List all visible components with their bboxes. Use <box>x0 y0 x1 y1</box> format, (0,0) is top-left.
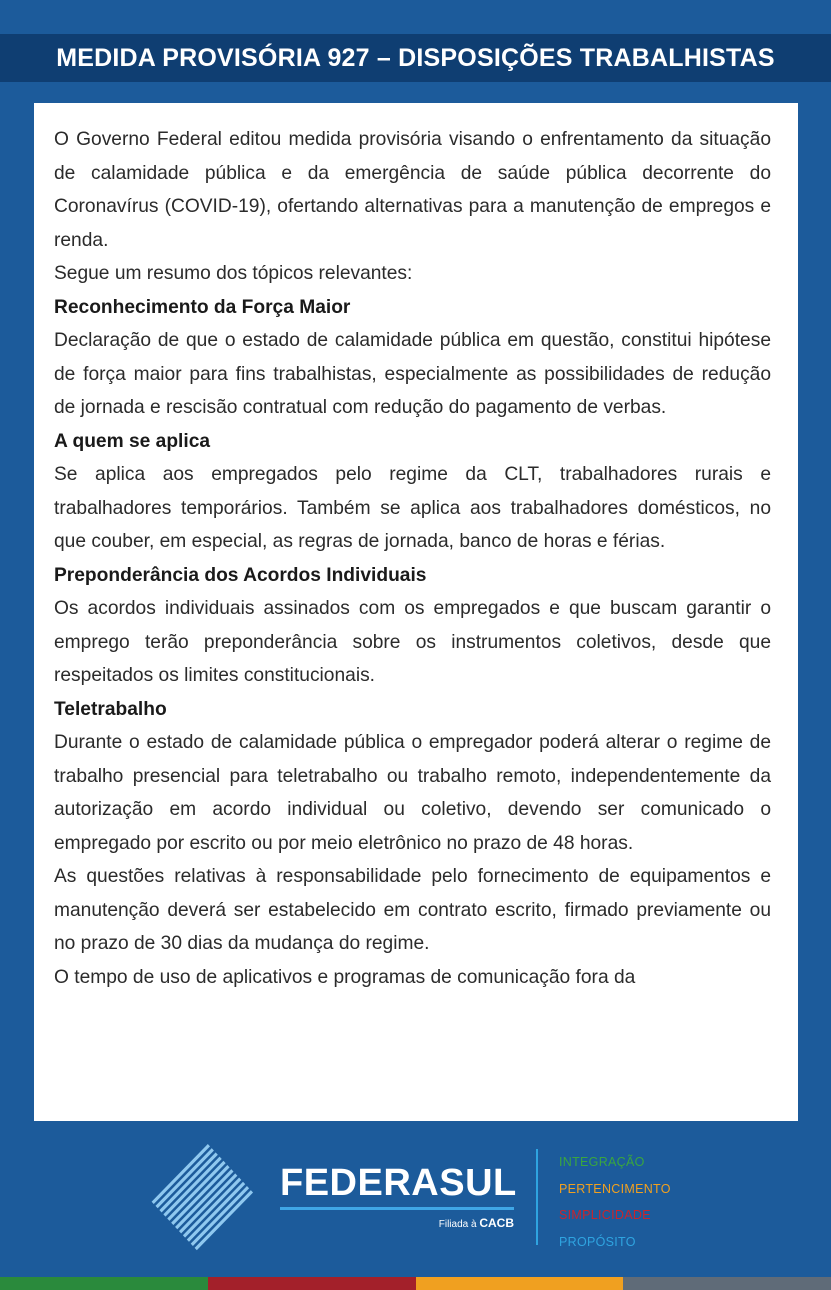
paragraph: Se aplica aos empregados pelo regime da CLT, trabalhadores rurais e trabalhadores temporários. Também se aplica aos trabalhadores domésticos, no que couber, em especial, as regras de jornada, banco de horas e férias. <box>54 464 771 552</box>
stripe-green <box>0 1277 208 1290</box>
footer-divider <box>536 1149 538 1245</box>
federasul-logo-icon <box>150 1141 260 1259</box>
stripe-red <box>208 1277 416 1290</box>
stripe-orange <box>416 1277 624 1290</box>
paragraph: Declaração de que o estado de calamidade pública em questão, constitui hipótese de força maior para fins trabalhistas, especialmente as possibilidades de redução de jornada e rescisão contratual com redução do pagamento de verbas. <box>54 330 771 418</box>
paragraph: O Governo Federal editou medida provisória visando o enfrentamento da situação de calamidade pública e da emergência de saúde pública decorrente do Coronavírus (COVID-19), ofertando alternativas para a manutenção de empregos e renda. <box>54 129 771 251</box>
paragraph: Durante o estado de calamidade pública o empregador poderá alterar o regime de trabalho presencial para teletrabalho ou trabalho remoto, independentemente da autorização em acordo individual ou coletivo, devendo ser comunicado o empregado por escrito ou por meio eletrônico no prazo de 48 horas. <box>54 732 771 854</box>
value-pertencimento: PERTENCIMENTO <box>559 1181 671 1196</box>
value-simplicidade: SIMPLICIDADE <box>559 1208 651 1222</box>
paragraph: Segue um resumo dos tópicos relevantes: <box>54 263 413 284</box>
brand-name: FEDERASUL <box>280 1162 517 1204</box>
paragraph: As questões relativas à responsabilidade pelo fornecimento de equipamentos e manutenção deverá ser estabelecido em contrato escrito, firmado previamente ou no prazo de 30 dias da mudança do regime. <box>54 866 771 954</box>
page-title: MEDIDA PROVISÓRIA 927 – DISPOSIÇÕES TRABALHISTAS <box>0 34 831 82</box>
federasul-brand <box>280 1161 517 1232</box>
section-heading: Reconhecimento da Força Maior <box>54 296 351 318</box>
footer <box>0 1121 831 1277</box>
paragraph: Os acordos individuais assinados com os empregados e que buscam garantir o emprego terão preponderância sobre os instrumentos coletivos, desde que respeitados os limites constitucionais. <box>54 598 771 686</box>
brand-affiliation: Filiada à CACB <box>438 1216 514 1230</box>
brand-underline <box>280 1207 514 1210</box>
paragraph: O tempo de uso de aplicativos e programas de comunicação fora da <box>54 966 636 988</box>
section-heading: A quem se aplica <box>54 430 211 452</box>
content-card <box>34 103 798 1121</box>
stripe-gray <box>623 1277 831 1290</box>
section-heading: Preponderância dos Acordos Individuais <box>54 564 427 586</box>
color-stripe-bar <box>0 1277 831 1290</box>
value-proposito: PROPÓSITO <box>559 1234 636 1249</box>
value-integracao: INTEGRAÇÃO <box>559 1155 645 1169</box>
values-list <box>559 1149 671 1255</box>
section-heading: Teletrabalho <box>54 698 167 720</box>
